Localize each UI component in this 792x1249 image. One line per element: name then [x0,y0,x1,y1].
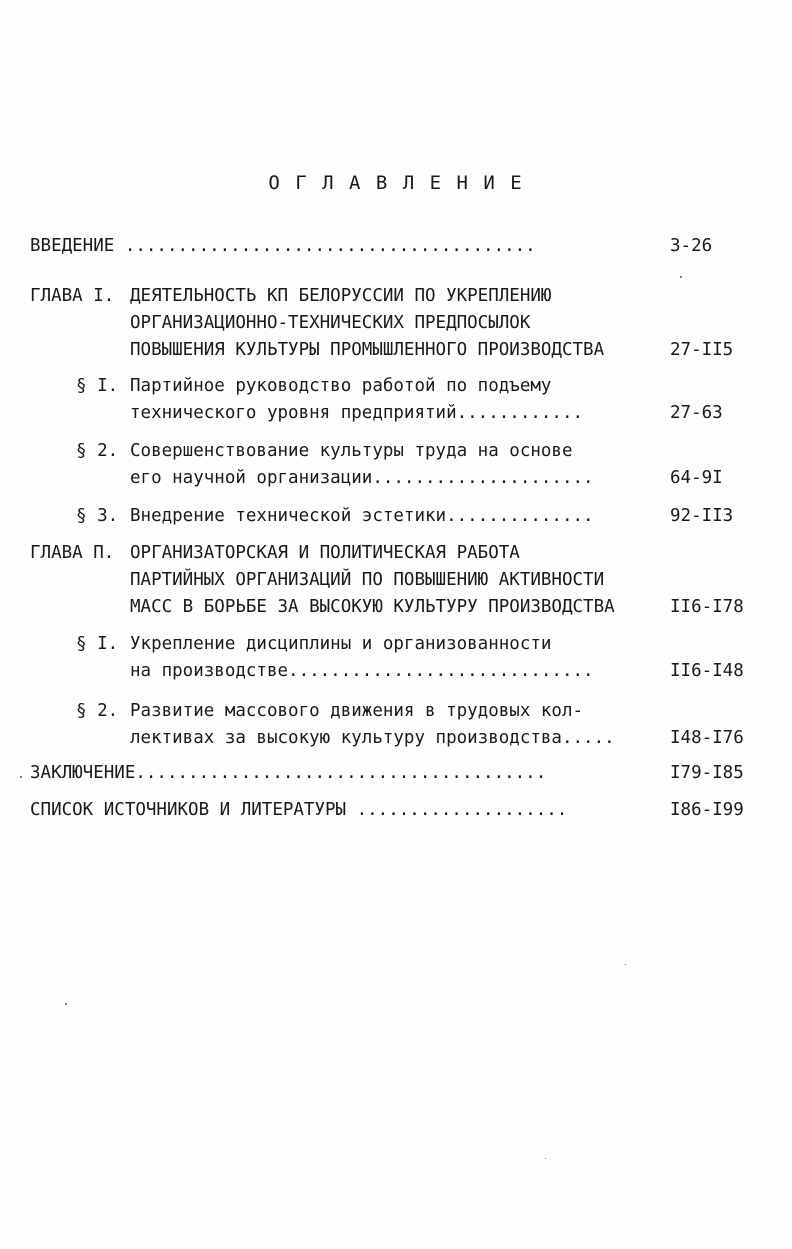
section-2-1-pages: II6-I48 [670,661,744,681]
chapter-1-title-line-3: ПОВЫШЕНИЯ КУЛЬТУРЫ ПРОМЫШЛЕННОГО ПРОИЗВОДСТВА [130,340,605,360]
section-1-1-line-2: технического уровня предприятий............ [130,403,584,423]
scan-speck [20,776,22,778]
chapter-2-title-line-3: МАСС В БОРЬБЕ ЗА ВЫСОКУЮ КУЛЬТУРУ ПРОИЗВОДСТВА [130,597,615,617]
section-2-1-line-1: Укрепление дисциплины и организованности [130,634,552,654]
page-title: О Г Л А В Л Е Н И Е [268,172,524,194]
chapter-1-title-line-1: ДЕЯТЕЛЬНОСТЬ КП БЕЛОРУССИИ ПО УКРЕПЛЕНИЮ [130,286,552,306]
chapter-2-title-line-2: ПАРТИЙНЫХ ОРГАНИЗАЦИЙ ПО ПОВЫШЕНИЮ АКТИВНОСТИ [130,570,605,590]
section-1-2-line-1: Совершенствование культуры труда на основе [130,441,573,461]
section-2-2-pages: I48-I76 [670,728,744,748]
section-2-1-mark: § I. [76,634,119,654]
toc-pages-sources: I86-I99 [670,800,744,820]
section-1-3-pages: 92-II3 [670,506,734,526]
section-2-2-line-1: Развитие массового движения в трудовых кол- [130,701,584,721]
section-2-1-line-2: на производстве............................. [130,661,594,681]
chapter-2-title-line-1: ОРГАНИЗАТОРСКАЯ И ПОЛИТИЧЕСКАЯ РАБОТА [130,543,520,563]
scan-speck [625,964,626,965]
section-1-1-pages: 27-63 [670,403,723,423]
section-2-2-line-2: лективах за высокую культуру производства..... [130,728,615,748]
scan-speck [545,1158,546,1159]
toc-pages-intro: 3-26 [670,236,713,256]
chapter-2-pages: II6-I78 [670,597,744,617]
chapter-2-label: ГЛАВА П. [30,543,115,563]
section-1-1-mark: § I. [76,376,119,396]
chapter-1-title-line-2: ОРГАНИЗАЦИОННО-ТЕХНИЧЕСКИХ ПРЕДПОСЫЛОК [130,313,531,333]
toc-entry-conclusion: ЗАКЛЮЧЕНИЕ....................................... [30,763,547,783]
section-1-2-pages: 64-9I [670,468,723,488]
section-1-1-line-1: Партийное руководство работой по подъему [130,376,552,396]
chapter-1-pages: 27-II5 [670,340,734,360]
toc-entry-sources: СПИСОК ИСТОЧНИКОВ И ЛИТЕРАТУРЫ .................... [30,800,568,820]
toc-entry-intro: ВВЕДЕНИЕ ....................................... [30,236,536,256]
scan-speck [65,1003,67,1005]
chapter-1-label: ГЛАВА I. [30,286,115,306]
section-1-3-mark: § 3. [76,506,119,526]
section-2-2-mark: § 2. [76,701,119,721]
scan-speck [680,276,682,278]
section-1-2-line-2: его научной организации..................... [130,468,594,488]
section-1-3-line-1: Внедрение технической эстетики.............. [130,506,594,526]
toc-pages-conclusion: I79-I85 [670,763,744,783]
section-1-2-mark: § 2. [76,441,119,461]
